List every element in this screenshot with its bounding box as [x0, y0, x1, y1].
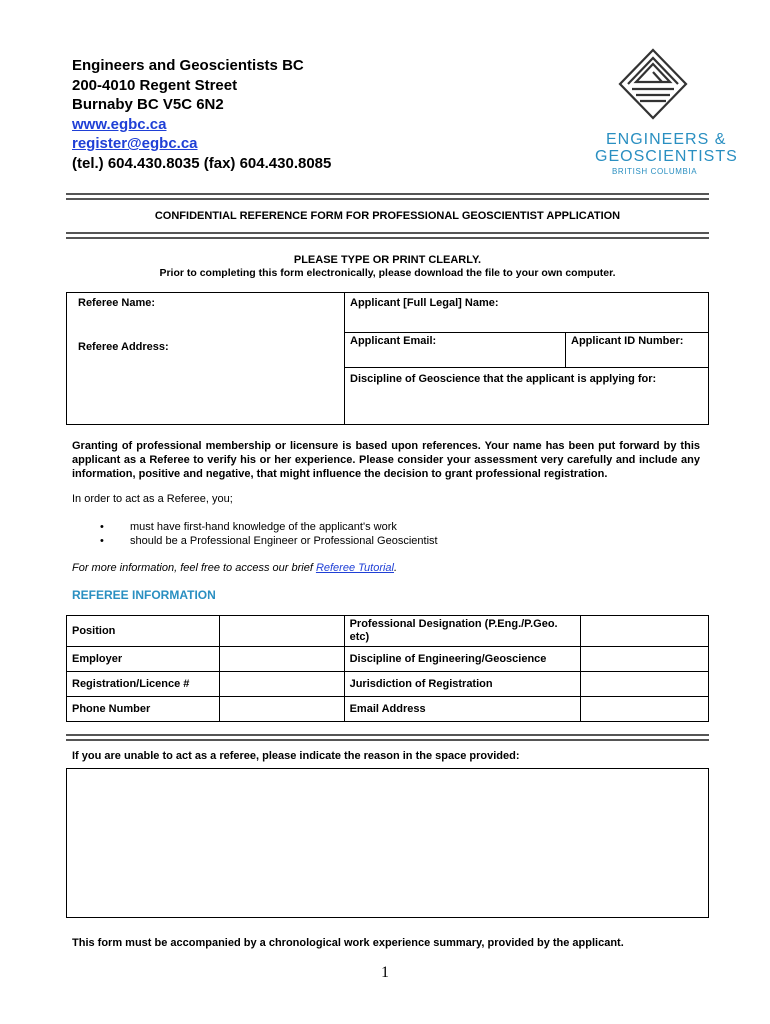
applicant-email-field[interactable]	[348, 349, 562, 366]
ref-discipline-cell[interactable]	[581, 647, 709, 672]
designation-label: Professional Designation (P.Eng./P.Geo. etc)	[344, 616, 581, 647]
applicant-email-label: Applicant Email:	[350, 335, 437, 347]
logo-line1: ENGINEERS &	[606, 131, 727, 148]
referee-address-field[interactable]	[70, 356, 340, 420]
reason-textarea[interactable]	[67, 769, 708, 917]
org-city: Burnaby BC V5C 6N2	[72, 96, 224, 113]
box-divider	[344, 292, 345, 425]
box-rule	[344, 332, 709, 333]
table-row	[67, 697, 709, 722]
egbc-diamond-logo-icon	[618, 48, 688, 120]
jurisdiction-label: Jurisdiction of Registration	[344, 672, 581, 697]
position-label: Position	[67, 616, 220, 647]
referee-intro: In order to act as a Referee, you;	[72, 493, 233, 505]
designation-cell[interactable]	[581, 616, 709, 647]
bottom-double-rule	[66, 232, 709, 239]
phone-field[interactable]	[220, 701, 344, 718]
granting-paragraph: Granting of professional membership or licensure is based upon references. Your name has been put forward by this applicant as a Referee to verify his or her experience. Please consider your assessment very carefully and include any information, positive and negative, that might influence the decision to grant professional registration.	[72, 440, 700, 480]
referee-name-label: Referee Name:	[78, 297, 156, 309]
email-label: Email Address	[344, 697, 581, 722]
organization-address	[72, 56, 331, 173]
applicant-name-field[interactable]	[348, 311, 705, 331]
discipline-field[interactable]	[348, 389, 705, 421]
employer-cell[interactable]	[219, 647, 344, 672]
referee-info-heading: REFEREE INFORMATION	[72, 588, 216, 602]
footer-note: This form must be accompanied by a chronological work experience summary, provided by the applicant.	[72, 937, 624, 949]
download-instruction: Prior to completing this form electronically, please download the file to your own computer.	[159, 267, 616, 279]
applicant-id-label: Applicant ID Number:	[571, 335, 684, 347]
phone-fax: (tel.) 604.430.8035 (fax) 604.430.8085	[72, 154, 332, 172]
registration-cell[interactable]	[219, 672, 344, 697]
registration-label: Registration/Licence #	[67, 672, 220, 697]
position-field[interactable]	[220, 623, 344, 640]
employer-field[interactable]	[220, 651, 344, 668]
more-info-line	[72, 562, 397, 574]
table-row	[67, 672, 709, 697]
website-link[interactable]: www.egbc.ca	[72, 115, 167, 133]
referee-name-field[interactable]	[70, 311, 340, 331]
phone-label: Phone Number	[67, 697, 220, 722]
referee-info-table	[66, 615, 709, 722]
requirement-item	[72, 535, 438, 547]
registration-field[interactable]	[220, 676, 344, 693]
ref-discipline-field[interactable]	[581, 651, 708, 668]
phone-cell[interactable]	[219, 697, 344, 722]
box-divider	[565, 332, 566, 367]
position-cell[interactable]	[219, 616, 344, 647]
form-title: CONFIDENTIAL REFERENCE FORM FOR PROFESSIONAL GEOSCIENTIST APPLICATION	[154, 210, 621, 222]
more-info-suffix: .	[394, 562, 398, 574]
unable-instruction: If you are unable to act as a referee, please indicate the reason in the space provided:	[72, 750, 520, 762]
designation-field[interactable]	[581, 623, 708, 640]
jurisdiction-cell[interactable]	[581, 672, 709, 697]
print-instruction: PLEASE TYPE OR PRINT CLEARLY.	[293, 254, 482, 266]
employer-label: Employer	[67, 647, 220, 672]
org-name: Engineers and Geoscientists BC	[72, 57, 304, 74]
bullet-icon: •	[100, 535, 104, 547]
requirement-item	[72, 521, 397, 533]
applicant-name-label: Applicant [Full Legal] Name:	[350, 297, 499, 309]
ref-discipline-label: Discipline of Engineering/Geoscience	[344, 647, 581, 672]
page-number: 1	[381, 964, 389, 981]
bullet-icon: •	[100, 521, 104, 533]
section-double-rule	[66, 734, 709, 741]
discipline-label: Discipline of Geoscience that the applicant is applying for:	[350, 373, 657, 385]
requirement-text: must have first-hand knowledge of the applicant's work	[130, 521, 397, 533]
table-row	[67, 616, 709, 647]
org-street: 200-4010 Regent Street	[72, 76, 238, 94]
referee-tutorial-link[interactable]: Referee Tutorial	[315, 562, 394, 574]
table-row	[67, 647, 709, 672]
email-cell[interactable]	[581, 697, 709, 722]
logo-line2: GEOSCIENTISTS	[595, 148, 738, 165]
top-double-rule	[66, 193, 709, 200]
box-rule	[344, 367, 709, 368]
jurisdiction-field[interactable]	[581, 676, 708, 693]
email-field[interactable]	[581, 701, 708, 718]
applicant-id-field[interactable]	[569, 349, 706, 366]
referee-address-label: Referee Address:	[78, 341, 169, 353]
reason-box[interactable]	[66, 768, 709, 918]
logo-line3: BRITISH COLUMBIA	[612, 167, 698, 176]
more-info-prefix: For more information, feel free to access our brief	[72, 562, 316, 574]
requirement-text: should be a Professional Engineer or Professional Geoscientist	[130, 535, 438, 547]
email-link[interactable]: register@egbc.ca	[72, 135, 198, 152]
